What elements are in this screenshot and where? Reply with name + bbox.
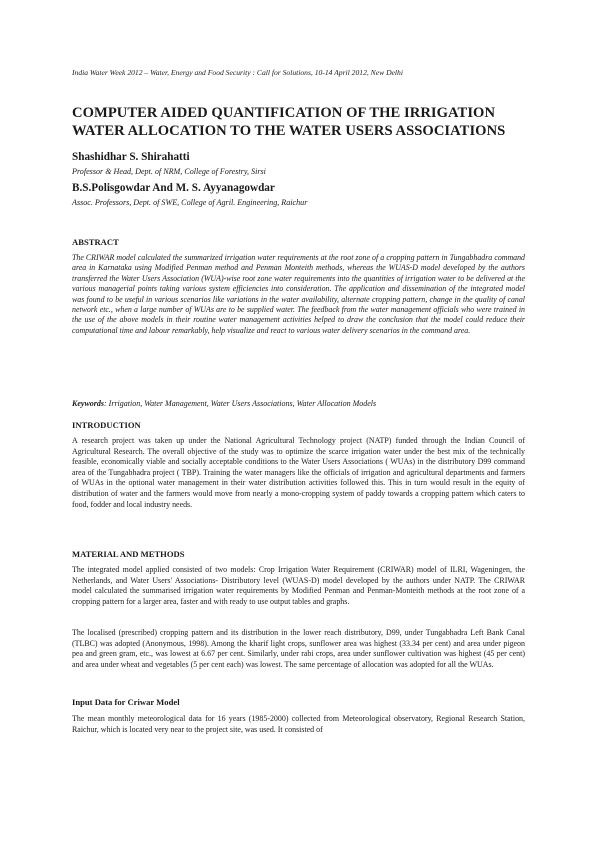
running-head: India Water Week 2012 – Water, Energy and Food Security : Call for Solutions, 10-14 April 2012, New Delhi (72, 68, 403, 77)
author-2-name: B.S.Polisgowdar And M. S. Ayyanagowdar (72, 182, 275, 194)
keywords (72, 399, 525, 409)
title-line-1: COMPUTER AIDED QUANTIFICATION OF THE IRRIGATION (72, 105, 496, 121)
input-data-text: The mean monthly meteorological data for 16 years (1985-2000) collected from Meteorological observatory, Regional Research Station, Raichur, which is located very near to the project site, was used. It consisted of (72, 714, 525, 734)
abstract-heading: ABSTRACT (72, 237, 119, 247)
title-line-2: WATER ALLOCATION TO THE WATER USERS ASSOCIATIONS (72, 123, 506, 139)
keywords-label: Keywords (72, 399, 104, 408)
introduction-heading: INTRODUCTION (72, 420, 141, 430)
methods-heading: MATERIAL AND METHODS (72, 549, 185, 559)
methods-paragraph-2: The localised (prescribed) cropping pattern and its distribution in the lower reach distributory, D99, under Tungabhadra Left Bank Canal (TLBC) was adopted (Anonymous, 1998). Among the kharif light crops, sunflower area was highest (33.34 per cent) and area under pigeon pea and green gram, etc., was lowest at 6.67 per cent. Similarly, under rabi crops, area under sunflower cultivation was highest (45 per cent) and area under wheat and vegetables (5 per cent each) was lowest. The same percentage of allocation was adopted for all the WUAs. (72, 628, 525, 669)
author-1-affiliation: Professor & Head, Dept. of NRM, College of Forestry, Sirsi (72, 167, 266, 176)
introduction-text: A research project was taken up under the National Agricultural Technology project (NATP) funded through the Indian Council of Agricultural Research. The overall objective of the study was to optimize the scarce irrigation water under the best mix of the technically feasible, economically viable and socially acceptable conditions to the Water Users Associations ( WUAs) in the distributory D99 command area of the Tungabhadra project ( TBP). Training the water managers like the officials of irrigation and agricultural departments and farmers of WUAs in the optional water management in their water distribution activities followed this. This in turn would result in the equity of distribution of water and the farmers would move from nearly a mono-cropping system of paddy towards a cropping pattern which caters to food, fodder and local industry needs. (72, 436, 525, 509)
author-2-affiliation: Assoc. Professors, Dept. of SWE, College of Agril. Engineering, Raichur (72, 198, 308, 207)
paper-title (72, 104, 532, 140)
keywords-text: : Irrigation, Water Management, Water Users Associations, Water Allocation Models (104, 399, 377, 408)
methods-paragraph-1: The integrated model applied consisted of two models: Crop Irrigation Water Requirement (CRIWAR) model of ILRI, Wageningen, the Netherlands, and Water Users' Associations- Distributory level (WUAS-D) model developed by the authors under NATP. The CRIWAR model calculated the summarised irrigation water requirements by Modified Penman and Penman-Monteith methods at the root zone of a cropping pattern for a larger area, faster and with ready to use output tables and graphs. (72, 565, 525, 606)
author-1-name: Shashidhar S. Shirahatti (72, 151, 190, 163)
input-data-heading: Input Data for Criwar Model (72, 697, 180, 707)
abstract-text: The CRIWAR model calculated the summarized irrigation water requirements at the root zone of a cropping pattern in Tungabhadra command area in Karnataka using Modified Penman method and Penman Monteith methods, whereas the WUAS-D model developed by the authors transferred the Water Users Association (WUA)-wise root zone water requirements into the quantities of irrigation water to be delivered at the various managerial points taking various system efficiencies into consideration. The application and dissemination of the integrated model was found to be useful in various scenarios like variations in the water availability, alternate cropping pattern, change in the quality of canal network etc., when a large number of WUAs are to be supplied water. The feedback from the water management officials who were trained in the use of the above models in their routine water management activities helped to draw the conclusion that the model could reduce their computational time and labour remarkably, help visualize and react to various water delivery scenarios in the command area. (72, 253, 525, 335)
